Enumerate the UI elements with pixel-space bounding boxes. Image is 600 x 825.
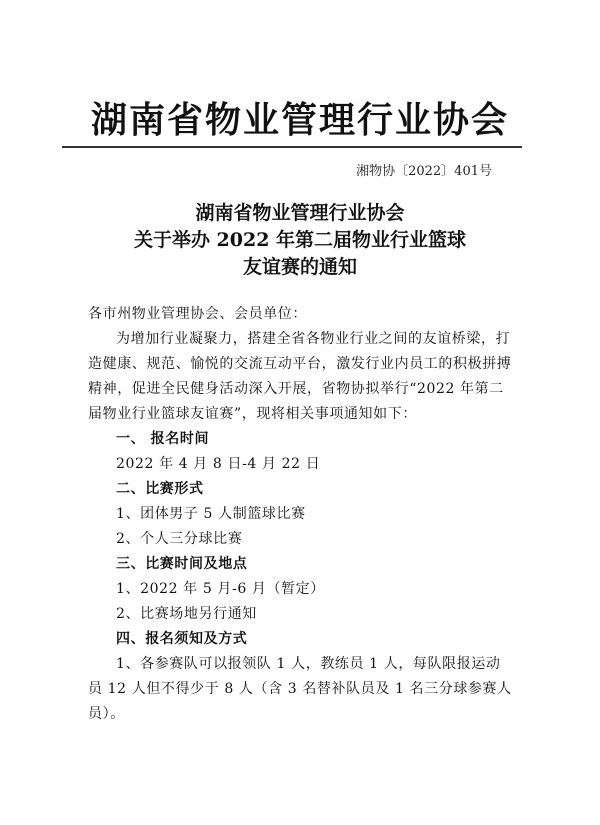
section-heading-format: 二、比赛形式 — [116, 481, 204, 497]
section-item: 2022 年 4 月 8 日-4 月 22 日 — [116, 456, 321, 472]
salutation: 各市州物业管理协会、会员单位： — [88, 306, 307, 322]
organization-header: 湖南省物业管理行业协会 — [90, 100, 509, 141]
section-item: 2、比赛场地另行通知 — [116, 606, 257, 622]
section-heading-registration-time: 一、 报名时间 — [116, 431, 210, 447]
notice-title — [0, 200, 600, 281]
section-item: 1、各参赛队可以报领队 1 人，教练员 1 人，每队限报运动员 12 人但不得少于 8 人（含 3 名替补队员及 1 名三分球参赛人员）。 — [88, 656, 512, 722]
section-heading-registration-notes: 四、报名须知及方式 — [116, 631, 248, 647]
notice-body — [88, 302, 512, 727]
title-line-2: 关于举办 2022 年第二届物业行业篮球 — [133, 229, 467, 251]
section-item: 2、个人三分球比赛 — [116, 531, 243, 547]
title-line-1: 湖南省物业管理行业协会 — [195, 202, 405, 224]
section-heading-time-location: 三、比赛时间及地点 — [116, 556, 248, 572]
section-item: 1、2022 年 5 月-6 月（暂定） — [116, 581, 325, 597]
intro-paragraph: 为增加行业凝聚力，搭建全省各物业行业之间的友谊桥梁，打造健康、规范、愉悦的交流互动平台，激发行业内员工的积极拼搏精神，促进全民健身活动深入开展，省物协拟举行“2022 年第二届物业行业篮球友谊赛”，现将相关事项通知如下： — [88, 331, 512, 422]
document-number: 湘物协〔2022〕401号 — [356, 164, 492, 179]
header-divider — [62, 146, 522, 148]
title-line-3: 友谊赛的通知 — [242, 256, 357, 278]
section-item: 1、团体男子 5 人制篮球比赛 — [116, 506, 306, 522]
